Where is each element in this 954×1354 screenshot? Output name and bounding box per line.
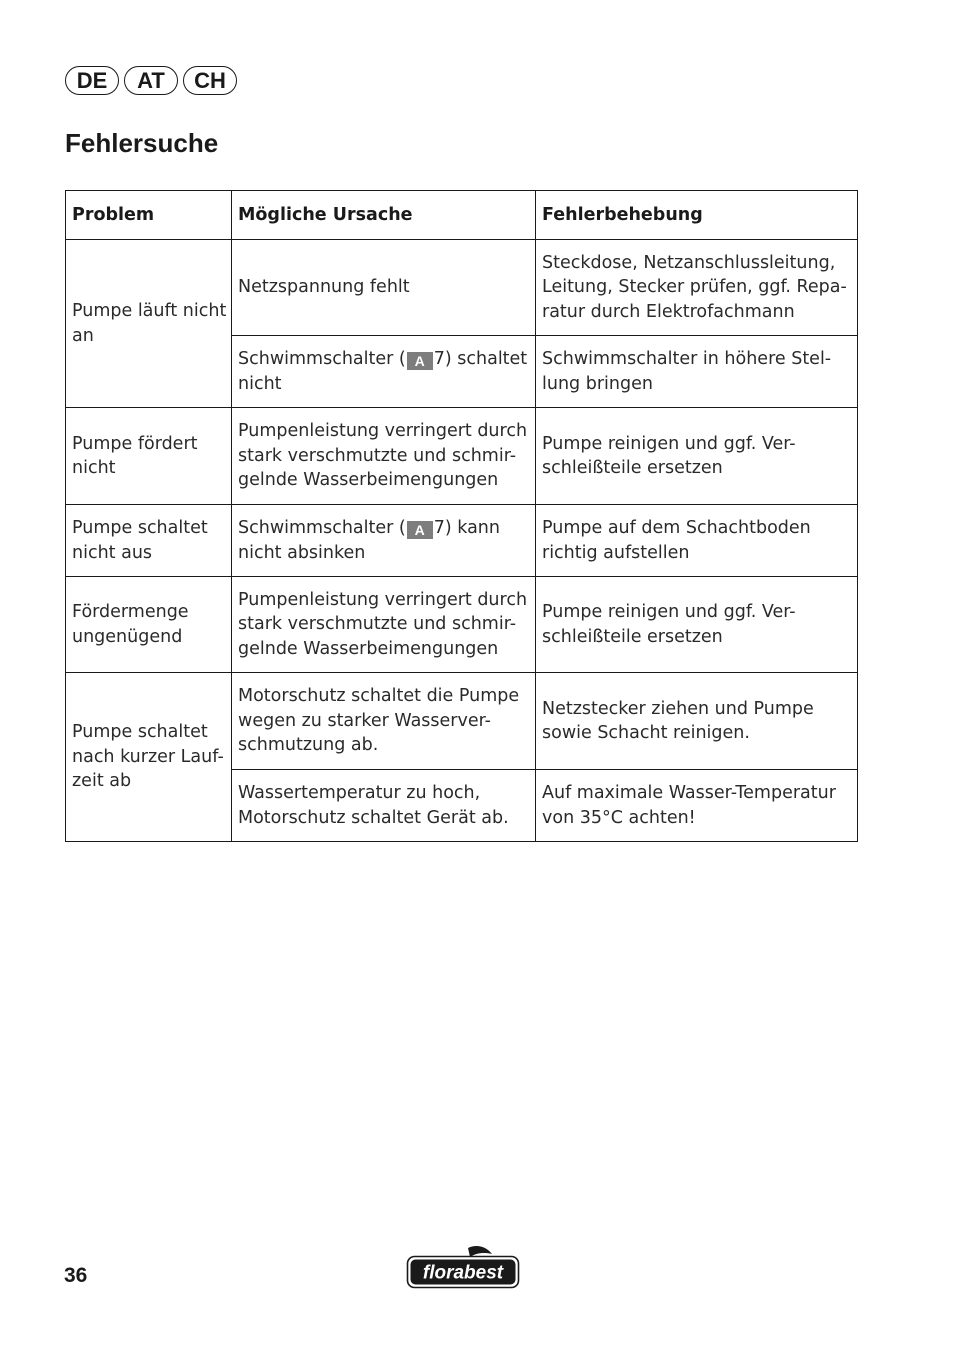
logo-text: florabest bbox=[422, 1262, 504, 1284]
country-badge-at: AT bbox=[124, 66, 178, 95]
page-number: 36 bbox=[64, 1264, 88, 1287]
cause-cell: Pumpenleistung verringert durch stark verschmutzte und schmir- gelnde Wasserbeimengungen bbox=[232, 408, 536, 505]
remedy-cell: Netzstecker ziehen und Pumpe sowie Schacht reinigen. bbox=[536, 673, 858, 770]
table-row bbox=[66, 673, 858, 770]
table-row bbox=[66, 505, 858, 577]
problem-cell: Pumpe fördert nicht bbox=[66, 408, 232, 505]
remedy-cell: Pumpe auf dem Schachtboden richtig aufstellen bbox=[536, 505, 858, 577]
cause-cell: Motorschutz schaltet die Pumpe wegen zu starker Wasserver- schmutzung ab. bbox=[232, 673, 536, 770]
cause-cell: Wassertemperatur zu hoch, Motorschutz schaltet Gerät ab. bbox=[232, 770, 536, 842]
page-title: Fehlersuche bbox=[65, 128, 219, 158]
cause-cell: Pumpenleistung verringert durch stark verschmutzte und schmir- gelnde Wasserbeimengungen bbox=[232, 577, 536, 673]
country-badge-ch: CH bbox=[183, 66, 237, 95]
figure-ref-badge: A bbox=[407, 352, 433, 370]
problem-cell: Pumpe schaltet nach kurzer Lauf- zeit ab bbox=[66, 673, 232, 842]
florabest-logo bbox=[406, 1244, 520, 1290]
table-row bbox=[66, 408, 858, 505]
country-badges bbox=[65, 66, 237, 95]
cause-cell: Schwimmschalter ( A 7) schaltet nicht bbox=[232, 336, 536, 408]
figure-ref-badge: A bbox=[407, 521, 433, 539]
problem-cell: Pumpe läuft nicht an bbox=[66, 240, 232, 408]
header-remedy: Fehlerbehebung bbox=[536, 191, 858, 240]
country-badge-de: DE bbox=[65, 66, 119, 95]
header-cause: Mögliche Ursache bbox=[232, 191, 536, 240]
table-header-row bbox=[66, 191, 858, 240]
table-row bbox=[66, 577, 858, 673]
cause-cell: Netzspannung fehlt bbox=[232, 240, 536, 336]
header-problem: Problem bbox=[66, 191, 232, 240]
table-row bbox=[66, 240, 858, 336]
remedy-cell: Steckdose, Netzanschlussleitung, Leitung, Stecker prüfen, ggf. Repa- ratur durch Elektrofachmann bbox=[536, 240, 858, 336]
problem-cell: Fördermenge ungenügend bbox=[66, 577, 232, 673]
remedy-cell: Auf maximale Wasser-Temperatur von 35°C achten! bbox=[536, 770, 858, 842]
cause-cell: Schwimmschalter ( A 7) kann nicht absinken bbox=[232, 505, 536, 577]
troubleshooting-table bbox=[65, 190, 858, 842]
problem-cell: Pumpe schaltet nicht aus bbox=[66, 505, 232, 577]
remedy-cell: Schwimmschalter in höhere Stel- lung bringen bbox=[536, 336, 858, 408]
remedy-cell: Pumpe reinigen und ggf. Ver- schleißteile ersetzen bbox=[536, 408, 858, 505]
remedy-cell: Pumpe reinigen und ggf. Ver- schleißteile ersetzen bbox=[536, 577, 858, 673]
